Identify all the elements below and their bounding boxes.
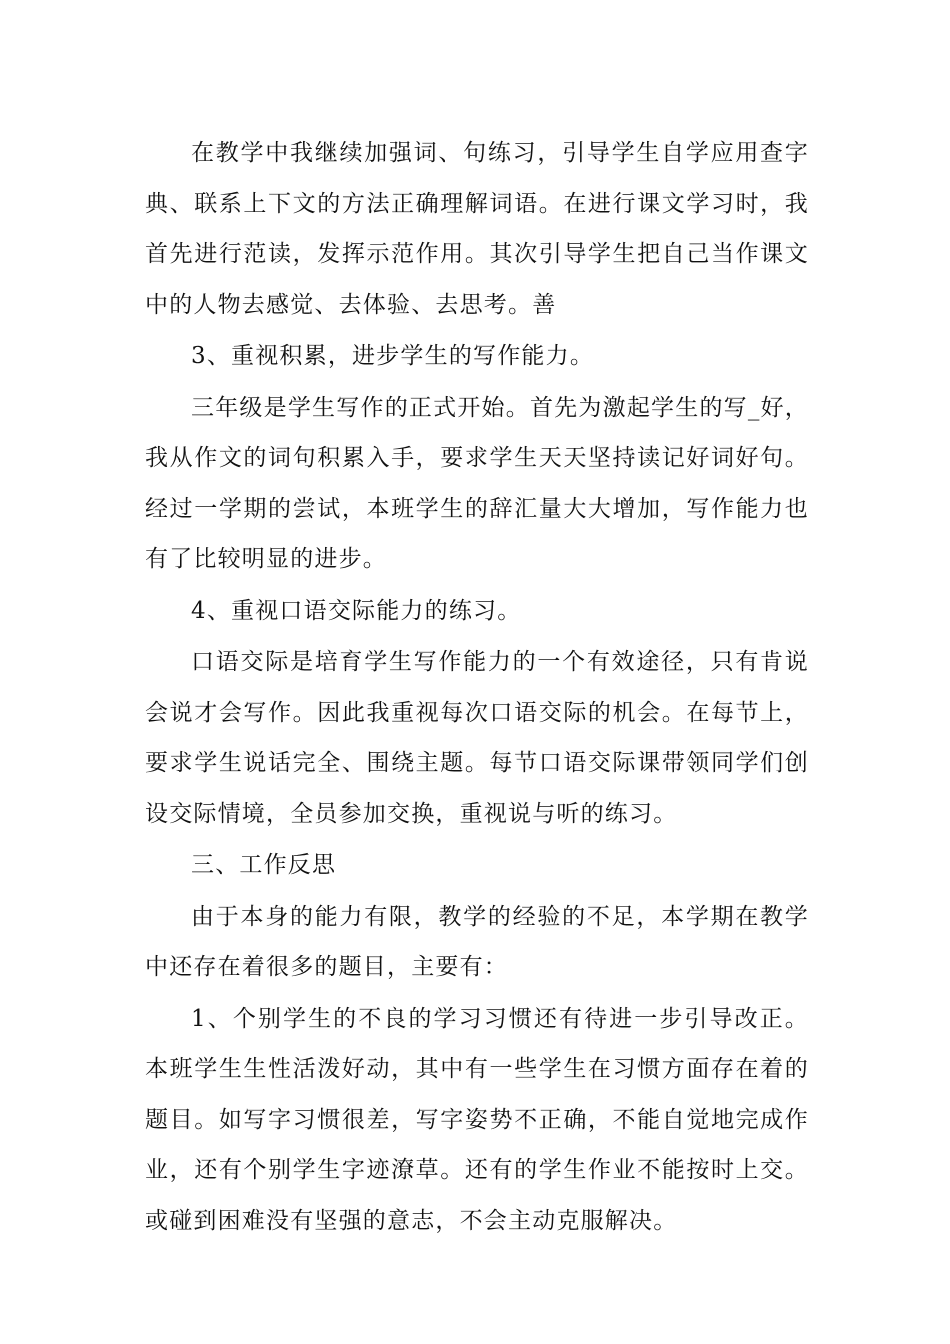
document-body xyxy=(145,128,809,1247)
paragraph-teaching-practice: 在教学中我继续加强词、句练习，引导学生自学应用查字典、联系上下文的方法正确理解词语。在进行课文学习时，我首先进行范读，发挥示范作用。其次引导学生把自己当作课文中的人物去感觉、去体验、去思考。善 xyxy=(145,140,809,318)
paragraph-writing: 三年级是学生写作的正式开始。首先为激起学生的写_好，我从作文的词句积累入手，要求学生天天坚持读记好词好句。经过一学期的尝试，本班学生的辞汇量大大增加，写作能力也有了比较明显的进步。 xyxy=(145,394,809,572)
paragraph-habits: 1、个别学生的不良的学习习惯还有待进一步引导改正。本班学生生性活泼好动，其中有一些学生在习惯方面存在着的题目。如写字习惯很差，写字姿势不正确，不能自觉地完成作业，还有个别学生字迹潦草。还有的学生作业不能按时上交。或碰到困难没有坚强的意志，不会主动克服解决。 xyxy=(145,1005,809,1234)
paragraph-heading-oral: 4、重视口语交际能力的练习。 xyxy=(191,597,522,624)
paragraph-reflection-intro: 由于本身的能力有限，教学的经验的不足，本学期在教学中还存在着很多的题目，主要有： xyxy=(145,903,809,980)
paragraph-oral-communication: 口语交际是培育学生写作能力的一个有效途径，只有肯说会说才会写作。因此我重视每次口语交际的机会。在每节上，要求学生说话完全、围绕主题。每节口语交际课带领同学们创设交际情境，全员参加交换，重视说与听的练习。 xyxy=(145,649,809,827)
paragraph-heading-accumulation: 3、重视积累，进步学生的写作能力。 xyxy=(191,343,595,369)
section-heading-reflection: 三、工作反思 xyxy=(191,852,337,878)
